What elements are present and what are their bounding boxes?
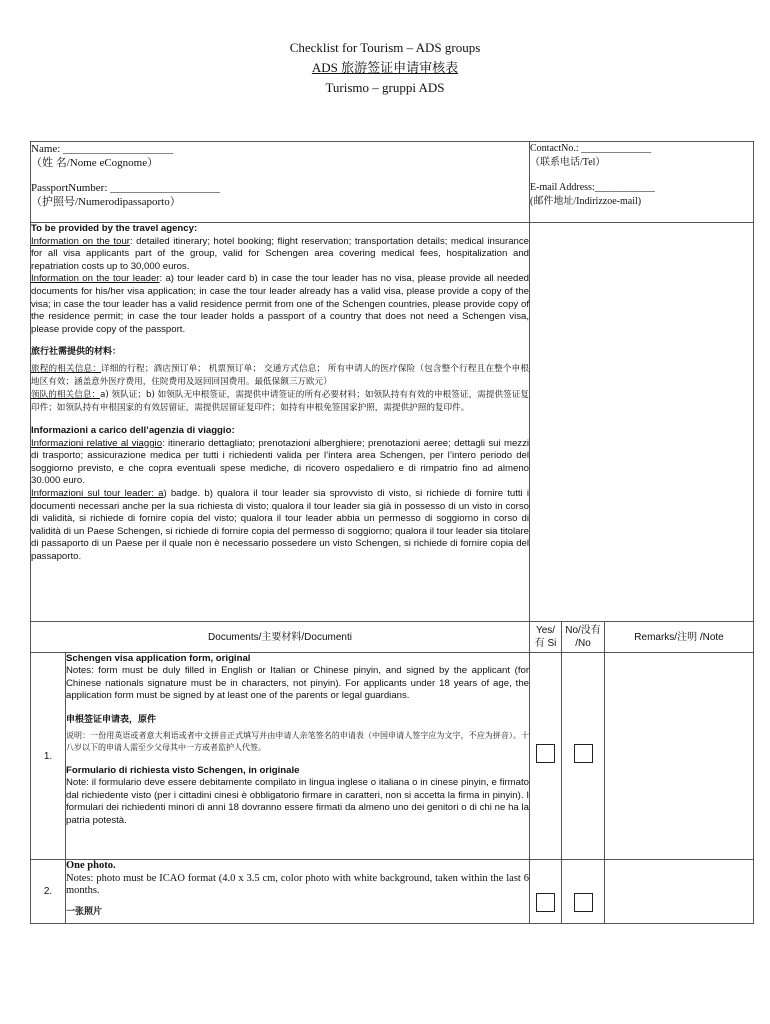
item-notes-zh: 说明：一份用英语或者意大利语或者中文拼音正式填写并由申请人亲笔签名的申请表（中国申请人签字应为文字，不应为拼音）。十八岁以下的申请人需至少父母其中一方或者监护人代签。 [66,731,530,753]
agency-leader-info-it: Informazioni sul tour leader: a) badge. b) qualora il tour leader sia sprovvisto di visto, si richiede di fornire tutti i documenti necessari anche per la sua richiesta di visto; qualora il tour leader sia già in possesso di un visto in corso di validità, si richiede di fornire copia del visto; qualora il tour leader abbia un permesso di soggiorno in corso di validità di un Paese Schengen, si richiede di fornire copia del permesso di soggiorno; qualora il tour leader sia titolare di passaporto di un Paese per il quale non è necessario possedere un visto Schengen, si richiede di fornire copia del passaporto. [31,487,530,562]
remarks-cell[interactable] [605,860,754,924]
table-row [31,653,754,860]
item-notes-en: Notes: form must be duly filled in English or Italian or Chinese pinyin, and signed by the applicant (for Chinese nationals signature must be in characters, not pinyin). For applicants under 18 years of age, the application form must be signed by at least one of the parents or legal guardians. [66,665,530,702]
email-field[interactable]: E-mail Address:____________ [530,182,655,193]
item-notes-en: Notes: photo must be ICAO format (4.0 x 3.5 cm, color photo with white background, taken within the last 6 months. [66,872,530,897]
yes-checkbox[interactable] [536,893,555,912]
agency-heading-zh: 旅行社需提供的材料： [31,347,122,358]
table-row [31,860,754,924]
agency-heading-en: To be provided by the travel agency: [31,223,198,234]
item-title-zh: 申根签证申请表，原件 [66,714,157,725]
checklist-table [30,141,754,924]
yes-cell [530,653,562,860]
item-title-en: One photo. [66,860,116,871]
item-description [66,860,530,924]
title-italian: Turismo – gruppi ADS [325,80,445,95]
remarks-column-header: Remarks/注明 /Note [605,622,754,653]
agency-heading-it: Informazioni a carico dell’agenzia di viaggio: [31,424,235,436]
agency-requirements-cell [31,223,530,622]
documents-header-row [31,622,754,653]
item-title-it: Formulario di richiesta visto Schengen, in originale [66,765,300,777]
applicant-identity-cell [31,142,530,223]
applicant-info-row [31,142,754,223]
agency-tour-info-zh: 旅程的相关信息：详细的行程；酒店预订单； 机票预订单； 交通方式信息； 所有申请人的医疗保险（包含整个行程且在整个申根地区有效；涵盖意外医疗费用，住院费用及返回回国费用。最低保额三万欧元） [31,363,530,387]
yes-checkbox[interactable] [536,744,555,763]
documents-column-header: Documents/主要材料/Documenti [31,622,530,653]
applicant-contact-cell [530,142,754,223]
passport-field-label: （护照号/Numerodipassaporto） [31,196,181,208]
page-titles [0,38,770,98]
agency-requirements-row [31,223,754,622]
item-title-zh: 一张照片 [66,906,103,917]
agency-leader-info-en: Information on the tour leader: a) tour leader card b) in case the tour leader has no visa, please provide all needed documents for his/her visa application; in case the tour leader already has a valid visa, please provide a copy of the visa; in case the tour leader has a valid residence permit from one of the Schengen countries, please provide copy of the residence permit; in case the tour leader holds a passport of a country that does not need a Schengen visa, please provide copy of the passport. [31,273,530,335]
contact-field[interactable]: ContactNo.: ______________ [530,143,652,154]
no-checkbox[interactable] [574,893,593,912]
name-field-label: （姓 名/Nome eCognome） [31,157,159,169]
no-cell [562,653,605,860]
remarks-cell[interactable] [605,653,754,860]
passport-field[interactable]: PassportNumber: ____________________ [31,182,221,194]
contact-field-label: （联系电话/Tel） [530,157,606,168]
name-field[interactable]: Name: ____________________ [31,143,174,155]
email-field-label: (邮件地址/Indirizzoe-mail) [530,196,642,207]
no-cell [562,860,605,924]
no-checkbox[interactable] [574,744,593,763]
item-number: 1. [31,653,66,860]
title-english: Checklist for Tourism – ADS groups [289,40,481,55]
item-title-en: Schengen visa application form, original [66,653,251,664]
agency-leader-info-zh: 领队的相关信息：a) 领队证；b) 如领队无申根签证，需提供申请签证的所有必要材料；如领队持有有效的申根签证，需提供签证复印件；如领队持有申根国家的有效居留证，需提供居留证复印件；如持有申根免签国家护照，需提供护照的复印件。 [31,389,529,413]
yes-cell [530,860,562,924]
item-description [66,653,530,860]
agency-tour-info-en: Information on the tour: detailed itinerary; hotel booking; flight reservation; transportation details; medical insurance for all visa applicants part of the group, valid for Schengen area covering medical fees, hospitalization and repatriation costs up to 30,000 euros. [31,235,530,272]
agency-blank-cell [530,223,754,622]
title-chinese: ADS 旅游签证申请审核表 [311,60,459,75]
item-notes-it: Note: il formulario deve essere debitamente compilato in lingua inglese o italiana o in cinese pinyin, e firmato dal richiedente visto (per i cittadini cinesi è obbligatorio firmare in caratteri, non si accetta la firma in pinyin). I formulari dei richiedenti minori di anni 18 dovranno essere firmati da almeno uno dei genitori o di chi ne ha la patria potestà. [66,777,530,826]
item-number: 2. [31,860,66,924]
no-column-header: No/没有 /No [562,622,605,653]
yes-column-header: Yes/ 有 Si [530,622,562,653]
agency-tour-info-it: Informazioni relative al viaggio: itinerario dettagliato; prenotazioni alberghiere; prenotazioni aeree; dettagli sui mezzi di trasporto; assicurazione medica per tutti i richiedenti valida per l’intera area Schengen, per l’intero periodo del soggiorno previsto, e che copra eventuali spese mediche, di ricovero ospedaliero e di rimpatrio fino ad almeno 30.000 euro. [31,437,530,487]
